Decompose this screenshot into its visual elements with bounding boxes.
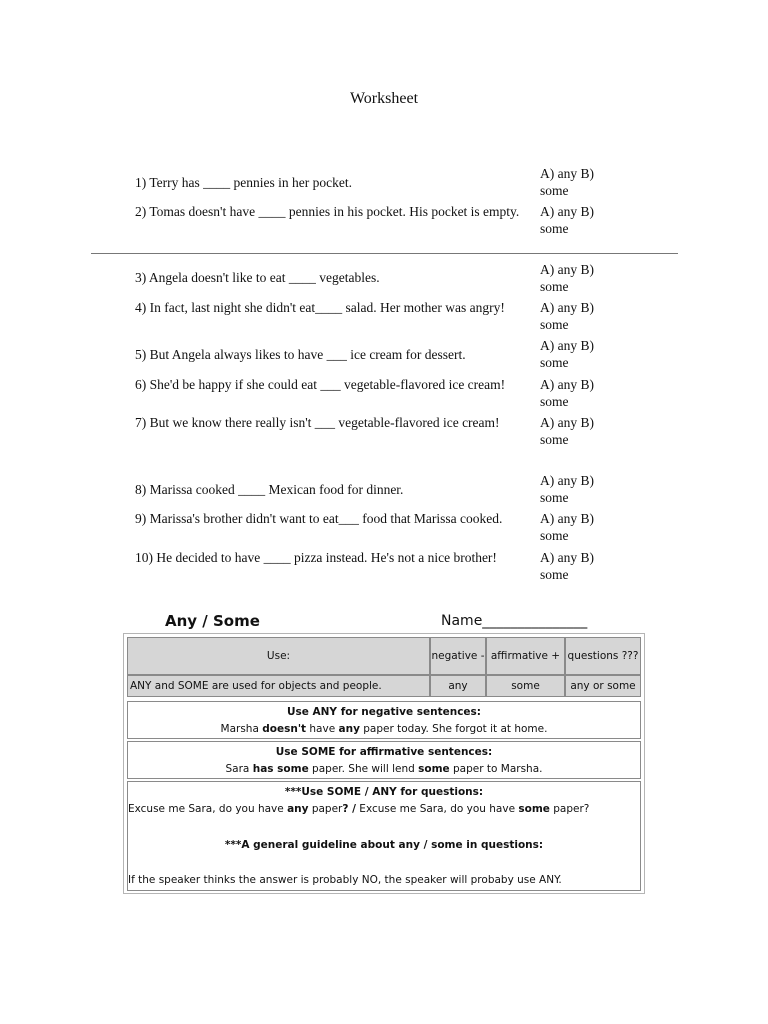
negative-header-cell: [430, 637, 486, 675]
negative-value-cell: [430, 675, 486, 697]
use-label-cell: [127, 637, 430, 675]
negative-example: [128, 721, 640, 738]
name-field-label: Name_______________: [441, 613, 588, 629]
questions-rule-block: [127, 781, 641, 891]
questions-example-part: Excuse me Sara, do you have: [355, 803, 519, 815]
questions-example-bold: any: [287, 803, 309, 815]
question-4: 4) In fact, last night she didn't eat____ salad. Her mother was angry!: [135, 300, 505, 315]
questions-example-part: paper: [308, 803, 343, 815]
negative-rule-heading: Use ANY for negative sentences:: [286, 706, 482, 718]
affirmative-rule-heading: Use SOME for affirmative sentences:: [275, 746, 493, 758]
question-6: 6) She'd be happy if she could eat ___ vegetable-flavored ice cream!: [135, 377, 506, 392]
answer-options-5: A) any B) some: [540, 338, 594, 370]
divider-line: [91, 253, 678, 254]
question-5: 5) But Angela always likes to have ___ ice cream for dessert.: [135, 347, 466, 362]
answer-options-10: A) any B) some: [540, 550, 594, 582]
questions-value-cell: [565, 675, 641, 697]
answer-options-4: A) any B) some: [540, 300, 594, 332]
affirmative-example-part: Sara: [225, 763, 253, 775]
negative-rule-block: [127, 701, 641, 739]
affirmative-header: affirmative +: [490, 649, 561, 662]
affirmative-value: some: [511, 679, 540, 692]
negative-example-part: have: [306, 723, 339, 735]
answer-options-7: A) any B) some: [540, 415, 594, 447]
negative-example-bold: doesn't: [262, 723, 307, 735]
questions-example-bold: ? /: [342, 803, 356, 815]
usage-description: ANY and SOME are used for objects and people.: [130, 679, 382, 692]
answer-options-8: A) any B) some: [540, 473, 594, 505]
lesson-panel: [123, 633, 645, 894]
usage-description-cell: [127, 675, 430, 697]
lesson-heading: Any / Some: [165, 612, 260, 630]
affirmative-example: [128, 761, 640, 778]
questions-header: questions ???: [567, 649, 639, 662]
questions-example-part: paper?: [549, 803, 590, 815]
use-label: Use:: [266, 649, 291, 662]
question-10: 10) He decided to have ____ pizza instead. He's not a nice brother!: [135, 550, 497, 565]
negative-example-part: paper today. She forgot it at home.: [359, 723, 548, 735]
negative-example-part: Marsha: [220, 723, 263, 735]
questions-rule-heading: ***Use SOME / ANY for questions:: [284, 786, 484, 798]
affirmative-rule-block: [127, 741, 641, 779]
questions-example: [128, 801, 640, 818]
question-2: 2) Tomas doesn't have ____ pennies in his pocket. His pocket is empty.: [135, 204, 520, 219]
question-7: 7) But we know there really isn't ___ vegetable-flavored ice cream!: [135, 415, 500, 430]
question-3: 3) Angela doesn't like to eat ____ vegetables.: [135, 270, 380, 285]
negative-value: any: [448, 679, 468, 692]
affirmative-value-cell: [486, 675, 565, 697]
question-8: 8) Marissa cooked ____ Mexican food for dinner.: [135, 482, 404, 497]
negative-header: negative -: [431, 649, 485, 662]
answer-options-3: A) any B) some: [540, 262, 594, 294]
answer-options-6: A) any B) some: [540, 377, 594, 409]
questions-example-part: Excuse me Sara, do you have: [128, 803, 288, 815]
questions-header-cell: [565, 637, 641, 675]
affirmative-example-part: paper to Marsha.: [449, 763, 543, 775]
worksheet-title: Worksheet: [349, 90, 419, 107]
question-9: 9) Marissa's brother didn't want to eat___ food that Marissa cooked.: [135, 511, 503, 526]
negative-example-bold: any: [338, 723, 360, 735]
guideline-text: If the speaker thinks the answer is probably NO, the speaker will probaby use ANY.: [128, 874, 562, 886]
questions-value: any or some: [570, 679, 636, 692]
answer-options-2: A) any B) some: [540, 204, 594, 236]
answer-options-1: A) any B) some: [540, 166, 594, 198]
guideline-heading: ***A general guideline about any / some in questions:: [224, 839, 544, 851]
questions-example-bold: some: [518, 803, 550, 815]
affirmative-example-bold: some: [418, 763, 450, 775]
question-1: 1) Terry has ____ pennies in her pocket.: [135, 175, 352, 190]
affirmative-example-part: paper. She will lend: [308, 763, 419, 775]
answer-options-9: A) any B) some: [540, 511, 594, 543]
affirmative-header-cell: [486, 637, 565, 675]
affirmative-example-bold: has some: [252, 763, 309, 775]
